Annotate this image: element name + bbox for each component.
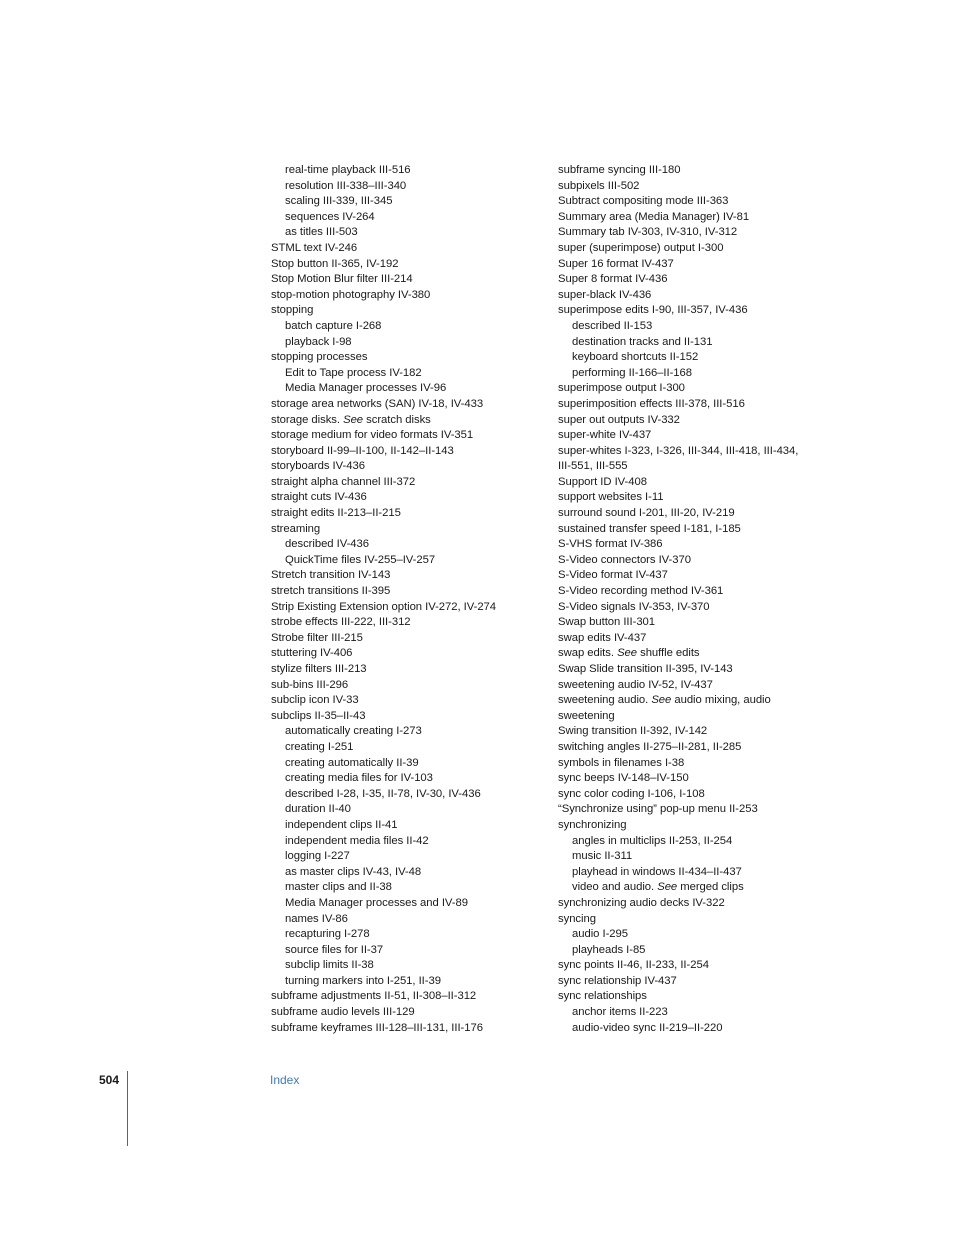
index-subentry: scaling III-339, III-345 <box>285 195 393 208</box>
index-column-right <box>558 163 858 1036</box>
index-entry: synchronizing <box>558 818 627 831</box>
index-subentry: independent media files II-42 <box>285 834 429 847</box>
index-entry: sweetening audio IV-52, IV-437 <box>558 678 713 691</box>
index-subentry: audio-video sync II-219–II-220 <box>572 1021 723 1034</box>
index-entry: swap edits. See shuffle edits <box>558 647 700 660</box>
index-entry: sweetening <box>558 709 615 722</box>
index-subentry: destination tracks and II-131 <box>572 335 713 348</box>
index-entry: subframe syncing III-180 <box>558 164 681 176</box>
index-subentry: logging I-227 <box>285 850 350 863</box>
index-entry: Super 8 format IV-436 <box>558 273 668 286</box>
index-entry: Summary tab IV-303, IV-310, IV-312 <box>558 226 738 239</box>
index-entry: surround sound I-201, III-20, IV-219 <box>558 507 735 520</box>
index-entry: superimpose output I-300 <box>558 382 685 395</box>
index-entry: subframe adjustments II-51, II-308–II-312 <box>271 990 477 1003</box>
index-subentry: performing II-166–II-168 <box>572 366 692 379</box>
index-entry: support websites I-11 <box>558 491 664 504</box>
index-entry: straight edits II-213–II-215 <box>271 507 401 520</box>
index-subentry: source files for II-37 <box>285 943 384 956</box>
index-entry: sweetening audio. See audio mixing, audio <box>558 694 771 707</box>
index-subentry: turning markers into I-251, II-39 <box>285 974 441 987</box>
index-subentry: names IV-86 <box>285 912 348 925</box>
index-entry: superimposition effects III-378, III-516 <box>558 397 745 410</box>
index-subentry: music II-311 <box>572 850 633 863</box>
index-entry: Strip Existing Extension option IV-272, IV-274 <box>271 600 497 613</box>
index-entry: storyboard II-99–II-100, II-142–II-143 <box>271 444 454 457</box>
index-entry: S-Video recording method IV-361 <box>558 585 724 598</box>
footer-divider <box>127 1071 128 1146</box>
index-subentry: duration II-40 <box>285 803 351 816</box>
index-entry: Stop button II-365, IV-192 <box>271 257 399 270</box>
index-subentry: subclip limits II-38 <box>285 959 374 972</box>
index-subentry: recapturing I-278 <box>285 928 370 941</box>
index-entry: streaming <box>271 522 321 535</box>
index-entry: storage medium for video formats IV-351 <box>271 429 474 442</box>
index-entry: Swing transition II-392, IV-142 <box>558 725 708 738</box>
index-subentry: described I-28, I-35, II-78, IV-30, IV-436 <box>285 787 481 800</box>
index-subentry: playback I-98 <box>285 335 352 348</box>
index-entry: stop-motion photography IV-380 <box>271 288 431 301</box>
section-label: Index <box>270 1073 300 1087</box>
index-subentry: playhead in windows II-434–II-437 <box>572 865 742 878</box>
index-subentry: anchor items II-223 <box>572 1006 668 1019</box>
index-entry: stopping processes <box>271 351 368 364</box>
index-entry: synchronizing audio decks IV-322 <box>558 896 725 909</box>
index-entry: Swap Slide transition II-395, IV-143 <box>558 663 733 675</box>
index-entry: sync beeps IV-148–IV-150 <box>558 772 689 785</box>
index-subentry: creating automatically II-39 <box>285 756 419 769</box>
index-entry: sustained transfer speed I-181, I-185 <box>558 522 741 535</box>
index-subentry: real-time playback III-516 <box>285 164 411 176</box>
index-entry: Swap button III-301 <box>558 616 656 629</box>
index-subentry: described IV-436 <box>285 538 369 551</box>
index-entry: subframe audio levels III-129 <box>271 1006 415 1019</box>
index-entry: Support ID IV-408 <box>558 475 647 488</box>
index-entry: subframe keyframes III-128–III-131, III-176 <box>271 1021 483 1034</box>
index-entry: III-551, III-555 <box>558 460 628 473</box>
index-subentry: Media Manager processes and IV-89 <box>285 896 468 909</box>
index-subentry: sequences IV-264 <box>285 210 375 223</box>
index-entry: subclips II-35–II-43 <box>271 709 366 722</box>
index-entry: straight cuts IV-436 <box>271 491 367 504</box>
index-entry: S-Video signals IV-353, IV-370 <box>558 600 710 613</box>
index-entry: subclip icon IV-33 <box>271 694 359 707</box>
index-entry: Super 16 format IV-437 <box>558 257 674 270</box>
index-subentry: as titles III-503 <box>285 226 358 239</box>
index-entry: sync relationship IV-437 <box>558 974 677 987</box>
index-subentry: resolution III-338–III-340 <box>285 179 407 192</box>
index-entry: STML text IV-246 <box>271 241 358 254</box>
index-entry: super-white IV-437 <box>558 429 652 442</box>
index-subentry: creating media files for IV-103 <box>285 772 433 785</box>
index-entry: super out outputs IV-332 <box>558 413 680 426</box>
index-entry: super-black IV-436 <box>558 288 652 301</box>
index-subentry: QuickTime files IV-255–IV-257 <box>285 553 436 566</box>
index-subentry: master clips and II-38 <box>285 881 392 894</box>
index-subentry: playheads I-85 <box>572 943 646 956</box>
index-entry: storyboards IV-436 <box>271 460 365 473</box>
index-entry: switching angles II-275–II-281, II-285 <box>558 740 742 753</box>
index-entry: syncing <box>558 912 596 925</box>
index-entry: sync color coding I-106, I-108 <box>558 787 705 800</box>
index-column-left <box>271 163 561 1036</box>
index-subentry: batch capture I-268 <box>285 319 382 332</box>
index-entry: super-whites I-323, I-326, III-344, III-418, III-434, <box>558 444 799 457</box>
index-entry: sync points II-46, II-233, II-254 <box>558 959 709 972</box>
index-entry: Strobe filter III-215 <box>271 631 363 644</box>
index-subentry: creating I-251 <box>285 740 354 753</box>
index-entry: sub-bins III-296 <box>271 678 349 691</box>
index-subentry: keyboard shortcuts II-152 <box>572 351 699 364</box>
index-entry: super (superimpose) output I-300 <box>558 241 724 254</box>
index-entry: symbols in filenames I-38 <box>558 756 685 769</box>
index-entry: stylize filters III-213 <box>271 663 367 675</box>
index-entry: swap edits IV-437 <box>558 631 647 644</box>
index-entry: Stop Motion Blur filter III-214 <box>271 273 413 286</box>
index-entry: subpixels III-502 <box>558 179 640 192</box>
index-entry: S-Video format IV-437 <box>558 569 668 582</box>
index-subentry: independent clips II-41 <box>285 818 398 831</box>
index-entry: stretch transitions II-395 <box>271 585 391 598</box>
index-subentry: described II-153 <box>572 319 653 332</box>
index-entry: S-VHS format IV-386 <box>558 538 663 551</box>
index-subentry: Edit to Tape process IV-182 <box>285 366 422 379</box>
index-subentry: angles in multiclips II-253, II-254 <box>572 834 733 847</box>
index-subentry: video and audio. See merged clips <box>572 881 744 894</box>
index-subentry: audio I-295 <box>572 928 628 941</box>
index-entry: stopping <box>271 304 314 317</box>
index-entry: straight alpha channel III-372 <box>271 475 416 488</box>
index-entry: Stretch transition IV-143 <box>271 569 391 582</box>
index-entry: S-Video connectors IV-370 <box>558 553 691 566</box>
index-subentry: Media Manager processes IV-96 <box>285 382 447 395</box>
index-entry: strobe effects III-222, III-312 <box>271 616 411 629</box>
index-entry: superimpose edits I-90, III-357, IV-436 <box>558 304 748 317</box>
index-entry: storage area networks (SAN) IV-18, IV-433 <box>271 397 484 410</box>
index-entry: Subtract compositing mode III-363 <box>558 195 729 208</box>
page-number: 504 <box>99 1073 120 1087</box>
index-entry: sync relationships <box>558 990 647 1003</box>
index-subentry: automatically creating I-273 <box>285 725 422 738</box>
index-entry: Summary area (Media Manager) IV-81 <box>558 210 750 223</box>
index-subentry: as master clips IV-43, IV-48 <box>285 865 422 878</box>
index-entry: storage disks. See scratch disks <box>271 413 431 426</box>
index-entry: stuttering IV-406 <box>271 647 353 660</box>
index-entry: “Synchronize using” pop-up menu II-253 <box>558 803 758 816</box>
